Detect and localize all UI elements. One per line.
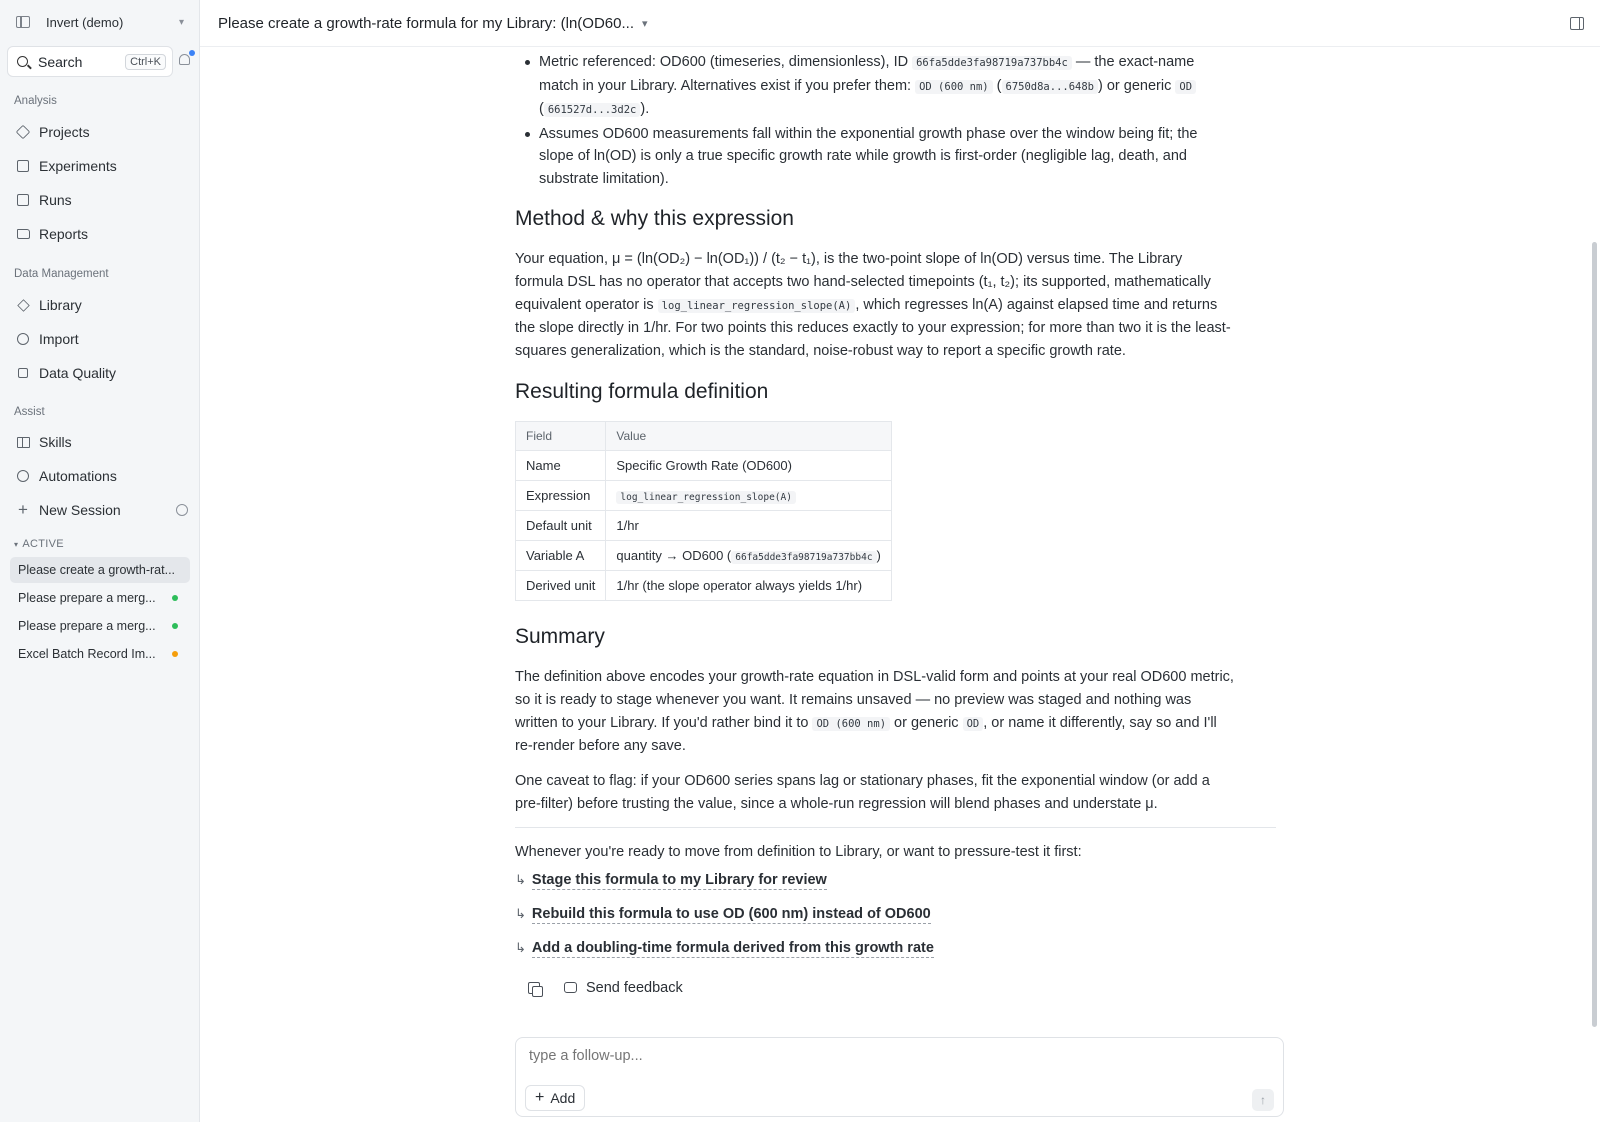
table-row: Variable A quantity → OD600 ( 66fa5dde3fa98719a737bb4c ) [516, 540, 892, 570]
session-header [200, 0, 1600, 47]
session-label: Please prepare a merg... [18, 619, 156, 633]
section-active[interactable] [14, 538, 64, 550]
status-dot [172, 595, 178, 601]
session-item[interactable] [10, 557, 190, 583]
history-icon[interactable] [176, 504, 188, 516]
table-row: Expression log_linear_regression_slope(A) [516, 480, 892, 510]
status-dot [172, 623, 178, 629]
summary-paragraph: The definition above encodes your growth-rate equation in DSL-valid form and points at your real OD600 metric, so it is ready to stage whenever you want. It remains unsaved — no preview was staged and nothing was written to your Library. If you'd rather bind it to OD (600 nm) or generic OD , or name it differently, say so and I'll re-render before any save. [515, 668, 1234, 755]
assumption-list [515, 51, 1279, 190]
column-header: Value [606, 421, 892, 450]
nav-skills[interactable] [6, 427, 190, 457]
session-label: Excel Batch Record Im... [18, 647, 156, 661]
table-icon [16, 159, 30, 173]
caveat-paragraph: One caveat to flag: if your OD600 series spans lag or stationary phases, fit the exponential window (or add a pre-filter) before trusting the value, since a whole-run regression will blend phases and understate μ. [515, 773, 1210, 812]
notifications-bell-icon[interactable] [179, 54, 193, 68]
composer [515, 1037, 1284, 1117]
nav-label: Import [39, 331, 79, 347]
table-row: Derived unit 1/hr (the slope operator always yields 1/hr) [516, 570, 892, 600]
workspace-switcher[interactable] [0, 0, 200, 44]
search-shortcut: Ctrl+K [125, 54, 166, 70]
grid-icon [16, 193, 30, 207]
heading-method: Method & why this expression [515, 207, 794, 230]
list-item: Metric referenced: OD600 (timeseries, dimensionless), ID 66fa5dde3fa98719a737bb4c — the exact-name match in your Library. Alternatives exist if you prefer them: OD (600 nm) ( 6750d8a...648b ) or generic OD ( 661527d...3d2c ). [515, 51, 1230, 122]
arrow-up-icon: ↑ [1260, 1093, 1266, 1107]
search-button[interactable] [7, 46, 173, 77]
formula-table [515, 421, 892, 601]
nav-runs[interactable] [6, 185, 190, 215]
assistant-message [515, 48, 1279, 1003]
folder-icon [16, 227, 30, 241]
nav-automations[interactable] [6, 461, 190, 491]
session-item[interactable] [10, 641, 190, 667]
follow-up-input[interactable] [529, 1048, 1229, 1064]
add-button[interactable] [525, 1085, 585, 1111]
clock-icon [16, 469, 30, 483]
nav-label: Experiments [39, 158, 117, 174]
nav-label: New Session [39, 502, 121, 518]
nav-label: Reports [39, 226, 89, 242]
send-button[interactable] [1252, 1089, 1274, 1111]
session-title[interactable]: Please create a growth-rate formula for my Library: (ln(OD60... [218, 14, 634, 32]
divider [515, 827, 1276, 828]
status-dot [172, 651, 178, 657]
nav-label: Runs [39, 192, 72, 208]
plus-icon: + [535, 1089, 545, 1106]
right-panel-toggle-icon[interactable] [1570, 17, 1584, 30]
sidebar [0, 0, 200, 1122]
section-data-management: Data Management [14, 268, 109, 280]
chevron-down-icon: ▾ [14, 540, 19, 549]
suggestion-doubling-time[interactable]: ↳ Add a doubling-time formula derived from this growth rate [515, 939, 934, 956]
chevron-down-icon[interactable]: ▾ [642, 17, 648, 30]
nav-projects[interactable] [6, 117, 190, 147]
suggestion-rebuild-formula[interactable]: ↳ Rebuild this formula to use OD (600 nm) instead of OD600 [515, 905, 931, 922]
add-label: Add [550, 1090, 576, 1106]
method-paragraph: Your equation, μ = (ln(OD₂) − ln(OD₁)) / (t₂ − t₁), is the two-point slope of ln(OD) versus time. The Library formula DSL has no operator that accepts two hand-selected timepoints (t₁, t₂); its supported, mathematically equivalent operator is log_linear_regression_slope(A) , which regresses ln(A) against elapsed time and returns the slope directly in 1/hr. For two points this reduces exactly to your expression; for more than two it is the least-squares generalization, which is the standard, noise-robust way to report a specific growth rate. [515, 251, 1231, 360]
send-feedback-button[interactable]: Send feedback [586, 979, 683, 996]
session-label: Please create a growth-rat... [18, 563, 176, 577]
nav-label: Data Quality [39, 365, 117, 381]
plus-icon: + [18, 500, 28, 519]
nav-reports[interactable] [6, 219, 190, 249]
session-label: Please prepare a merg... [18, 591, 156, 605]
layers-icon [16, 298, 30, 312]
suggestion-stage-formula[interactable]: ↳ Stage this formula to my Library for review [515, 871, 827, 888]
scrollbar[interactable] [1592, 242, 1597, 1027]
table-row: Default unit 1/hr [516, 510, 892, 540]
section-assist: Assist [14, 406, 45, 418]
import-icon [16, 332, 30, 346]
copy-icon[interactable] [528, 982, 540, 994]
nav-label: Skills [39, 434, 72, 450]
list-item: Assumes OD600 measurements fall within the exponential growth phase over the window being fit; the slope of ln(OD) is only a true specific growth rate while growth is first-order (negligible lag, death, and substrate limitation). [515, 123, 1230, 191]
heading-summary: Summary [515, 624, 605, 648]
message-actions [528, 973, 1279, 1003]
table-row: Name Specific Growth Rate (OD600) [516, 450, 892, 480]
workspace-name: Invert (demo) [46, 14, 124, 30]
notification-dot [189, 50, 195, 56]
session-item[interactable] [10, 613, 190, 639]
session-item[interactable] [10, 585, 190, 611]
cube-icon [16, 125, 30, 139]
new-session-button[interactable] [6, 495, 190, 525]
nav-library[interactable] [6, 290, 190, 320]
book-icon [16, 435, 30, 449]
nav-label: Projects [39, 124, 90, 140]
search-icon [17, 56, 28, 67]
nav-data-quality[interactable] [6, 358, 190, 388]
nav-label: Automations [39, 468, 117, 484]
suggestion-prompt: Whenever you're ready to move from definition to Library, or want to pressure-test it first: [515, 843, 1082, 860]
data-quality-icon [16, 366, 30, 380]
feedback-icon [564, 982, 577, 993]
search-label: Search [38, 53, 83, 70]
nav-import[interactable] [6, 324, 190, 354]
sidebar-toggle-icon[interactable] [16, 16, 30, 28]
nav-label: Library [39, 297, 82, 313]
active-label: ACTIVE [22, 538, 64, 550]
column-header: Field [516, 421, 606, 450]
heading-result: Resulting formula definition [515, 379, 769, 403]
chevron-down-icon: ▾ [178, 16, 184, 28]
nav-experiments[interactable] [6, 151, 190, 181]
section-analysis: Analysis [14, 95, 57, 107]
